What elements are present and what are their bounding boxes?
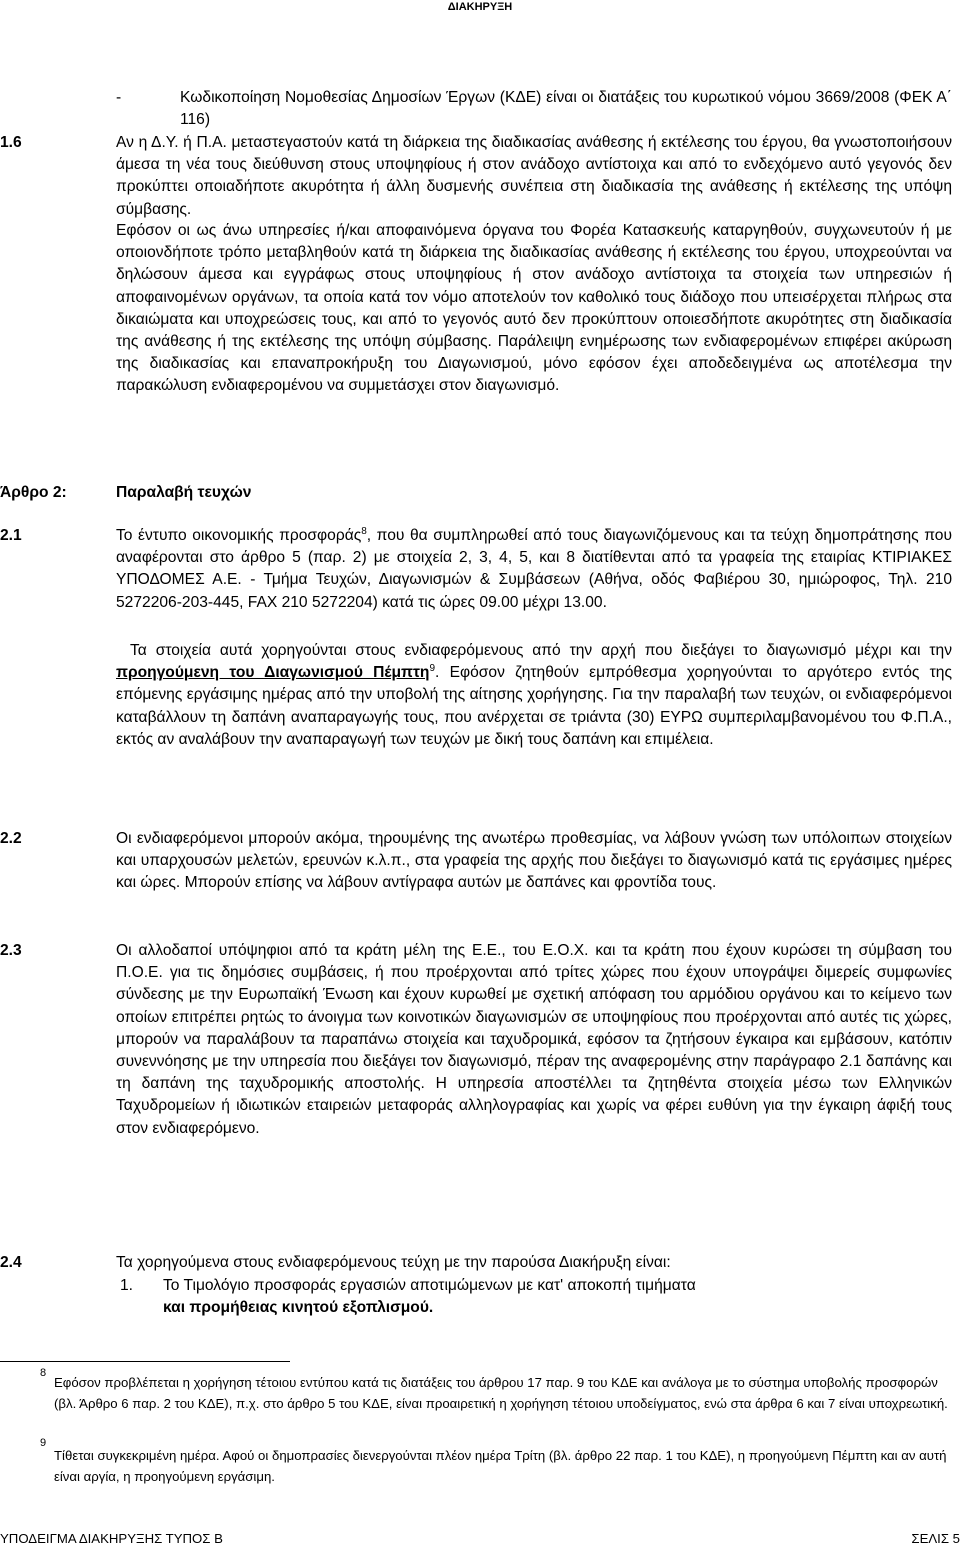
section-number-2-1: 2.1 (0, 527, 22, 544)
footnote-9-text: Τίθεται συγκεκριμένη ημέρα. Αφού οι δημοπρασίες διενεργούνται πλέον ημέρα Τρίτη (βλ. άρθρο 22 παρ. 1 του ΚΔΕ), η προηγούμενη Πέμπτη και αν αυτή είναι αργία, η προηγούμενη εργάσιμη. (54, 1448, 947, 1484)
section-2-1-paragraph-1 (116, 525, 952, 614)
section-1-6-paragraph-1: Αν η Δ.Υ. ή Π.Α. μεταστεγαστούν κατά τη διάρκεια της διαδικασίας ανάθεσης ή εκτέλεσης του έργου, θα γνωστοποιήσουν άμεσα τη νέα τους διεύθυνση στους υποψηφίους ή στον ανάδοχο αντίστοιχα και από το ενδεχόμενο αυτό γεγονός δεν προκύπτει οποιαδήποτε ακυρότητα ή άλλη δυσμενής συνέπεια στη διαδικασία της ανάθεσης ή εκτέλεσης της υπόψη σύμβασης. (116, 134, 952, 218)
section-2-4-paragraph: Τα χορηγούμενα στους ενδιαφερόμενους τεύχη με την παρούσα Διακήρυξη είναι: (116, 1254, 671, 1271)
intro-paragraph: Κωδικοποίηση Νομοθεσίας Δημοσίων Έργων (ΚΔΕ) είναι οι διατάξεις του κυρωτικού νόμου 3669/2008 (ΦΕΚ Α΄ 116) (180, 89, 952, 129)
s2-1-p2-b: . Εφόσον ζητηθούν εμπρόθεσμα χορηγούνται το αργότερο εντός της επόμενης εργάσιμης ημέρας από την υποβολή της αίτησης χορήγησης. Για την παραλαβή των τευχών, οι ενδιαφερόμενοι καταβάλλουν τη δαπάνη αναπαραγωγής τους, που ανέρχεται σε τριάντα (30) ΕΥΡΩ συμπεριλαμβανομένου του Φ.Π.Α., εκτός αν αναλάβουν την αναπαραγωγή των τευχών με δική τους δαπάνη και επιμέλεια. (116, 664, 952, 748)
intro-bullet: - (116, 89, 122, 106)
section-number-2-2: 2.2 (0, 830, 22, 847)
section-number-1-6: 1.6 (0, 134, 22, 151)
section-2-3-paragraph: Οι αλλοδαποί υπόψηφιοι από τα κράτη μέλη της Ε.Ε., του Ε.Ο.Χ. και τα κράτη που έχουν κυρώσει τη σύμβαση του Π.Ο.Ε. για τις δημόσιες συμβάσεις, ή που προέρχονται από τρίτες χώρες που έχουν υπογράψει διμερείς συμφωνίες σύνδεσης με την Ευρωπαϊκή Ένωση και έχουν κυρωθεί με σχετική απόφαση του αρμόδιου οργάνου και το κείμενο των οποίων επιτρέπει ρητώς το άνοιγμα των κοινοτικών διαγωνισμών σε υποψηφίους που προέρχονται από αυτές τις χώρες, μπορούν να παραλάβουν τα παραπάνω στοιχεία και ταχυδρομικά, εφόσον τα ζητήσουν έγκαιρα και εμβάσουν, κατόπιν συνεννόησης με την υπηρεσία που διεξάγει τον διαγωνισμό, πέραν της αναφερομένης στην παράγραφο 2.1 δαπάνης και τη δαπάνη της ταχυδρομικής αποστολής. Η υπηρεσία αποστέλλει τα ζητηθέντα στοιχεία μέσω των Ελληνικών Ταχυδρομείων ή ιδιωτικών εταιρειών μεταφοράς αλληλογραφίας και χωρίς να φέρει ευθύνη για την έγκαιρη άφιξή τους στον ενδιαφερόμενο. (116, 942, 952, 1137)
section-2-1-paragraph-2 (116, 640, 952, 751)
article-title: Παραλαβή τευχών (116, 484, 252, 501)
footnote-separator (0, 1361, 290, 1362)
s2-1-p2-bold: προηγούμενη του Διαγωνισμού Πέμπτη (116, 664, 430, 682)
footnote-ref-9: 9 (429, 663, 435, 675)
s2-1-p1-b: , που θα συμπληρωθεί από τους διαγωνιζόμενους και τα τεύχη δημοπράτησης που αναφέρονται στο άρθρο 5 (παρ. 2) με στοιχεία 2, 3, 4, 5, και 8 διατίθενται από τα γραφεία της εταιρίας ΚΤΙΡΙΑΚΕΣ ΥΠΟΔΟΜΕΣ Α.Ε. - Τμήμα Τευχών, Διαγωνισμών & Συμβάσεων (Αθήνα, οδός Φαβιέρου 30, ημιώροφος, Τηλ. 210 5272206-203-445, FAX 210 5272204) κατά τις ώρες 09.00 μέχρι 13.00. (116, 527, 952, 611)
footnote-mark-8: 8 (40, 1367, 47, 1379)
list-item-number: 1. (120, 1277, 134, 1294)
page-header: ΔΙΑΚΗΡΥΞΗ (447, 1, 513, 13)
section-number-2-3: 2.3 (0, 942, 22, 959)
footer-right: ΣΕΛΙΣ 5 (911, 1531, 960, 1546)
section-2-2-paragraph: Οι ενδιαφερόμενοι μπορούν ακόμα, τηρουμένης της ανωτέρω προθεσμίας, να λάβουν γνώση των υπόλοιπων στοιχείων και υπαρχουσών μελετών, ερευνών κ.λ.π., στα γραφεία της αρχής που διεξάγει το διαγωνισμό κατά τις εργάσιμες ημέρες και ώρες. Μπορούν επίσης να λάβουν αντίγραφα αυτών με δαπάνες και φροντίδα τους. (116, 830, 952, 892)
footer-left: ΥΠΟΔΕΙΓΜΑ ΔΙΑΚΗΡΥΞΗΣ ΤΥΠΟΣ Β (0, 1531, 223, 1546)
footnote-8-text: Εφόσον προβλέπεται η χορήγηση τέτοιου εντύπου κατά τις διατάξεις του άρθρου 17 παρ. 9 του ΚΔΕ και ανάλογα με το σύστημα υποβολής προσφορών (βλ. Άρθρο 6 παρ. 2 του ΚΔΕ), π.χ. στο άρθρο 5 του ΚΔΕ, είναι προαιρετική η χορήγηση τέτοιου υποδείγματος, ενώ στα άρθρα 6 και 7 είναι υποχρεωτική. (54, 1375, 948, 1411)
s2-1-p2-a: Τα στοιχεία αυτά χορηγούνται στους ενδιαφερόμενους από την αρχή που διεξάγει το διαγωνισμό μέχρι και την (130, 642, 952, 659)
section-number-2-4: 2.4 (0, 1254, 22, 1271)
s2-1-p1-a: Το έντυπο οικονομικής προσφοράς (116, 527, 362, 544)
list-item-bold: και προμήθειας κινητού εξοπλισμού. (163, 1299, 434, 1316)
article-label: Άρθρο 2: (0, 484, 67, 501)
section-1-6-paragraph-2: Εφόσον οι ως άνω υπηρεσίες ή/και αποφαινόμενα όργανα του Φορέα Κατασκευής καταργηθούν, συγχωνευτούν ή με οποιονδήποτε τρόπο μεταβληθούν κατά τη διάρκεια της διαδικασίας ανάθεσης ή εκτέλεσης του έργου, υποχρεούνται να δηλώσουν άμεσα και εγγράφως στους υποψηφίους ή στον ανάδοχο αντίστοιχα τα στοιχεία των υπηρεσιών ή αποφαινομένων οργάνων, τα οποία κατά τον νόμο αποτελούν τον καθολικό τους διάδοχο που υπεισέρχεται πλήρως στα δικαιώματα και υποχρεώσεις τους, και από το γεγονός αυτό δεν προκύπτουν οποιεσδήποτε ακυρότητες στη διαδικασία της ανάθεσης ή της εκτέλεσης της υπόψη σύμβασης. Παράλειψη ενημέρωσης των ενδιαφερομένων επιφέρει ακύρωση της διαδικασίας και επαναπροκήρυξη του Διαγωνισμού, μόνο εφόσον έχει αποδεδειγμένα ως αποτέλεσμα την παρακώλυση ενδιαφερομένου να συμμετάσχει στον διαγωνισμό. (116, 222, 952, 395)
footnote-ref-8: 8 (361, 525, 367, 537)
list-item-text: Το Τιμολόγιο προσφοράς εργασιών αποτιμώμενων με κατ' αποκοπή τιμήματα (163, 1277, 696, 1294)
footnote-mark-9: 9 (40, 1437, 47, 1449)
